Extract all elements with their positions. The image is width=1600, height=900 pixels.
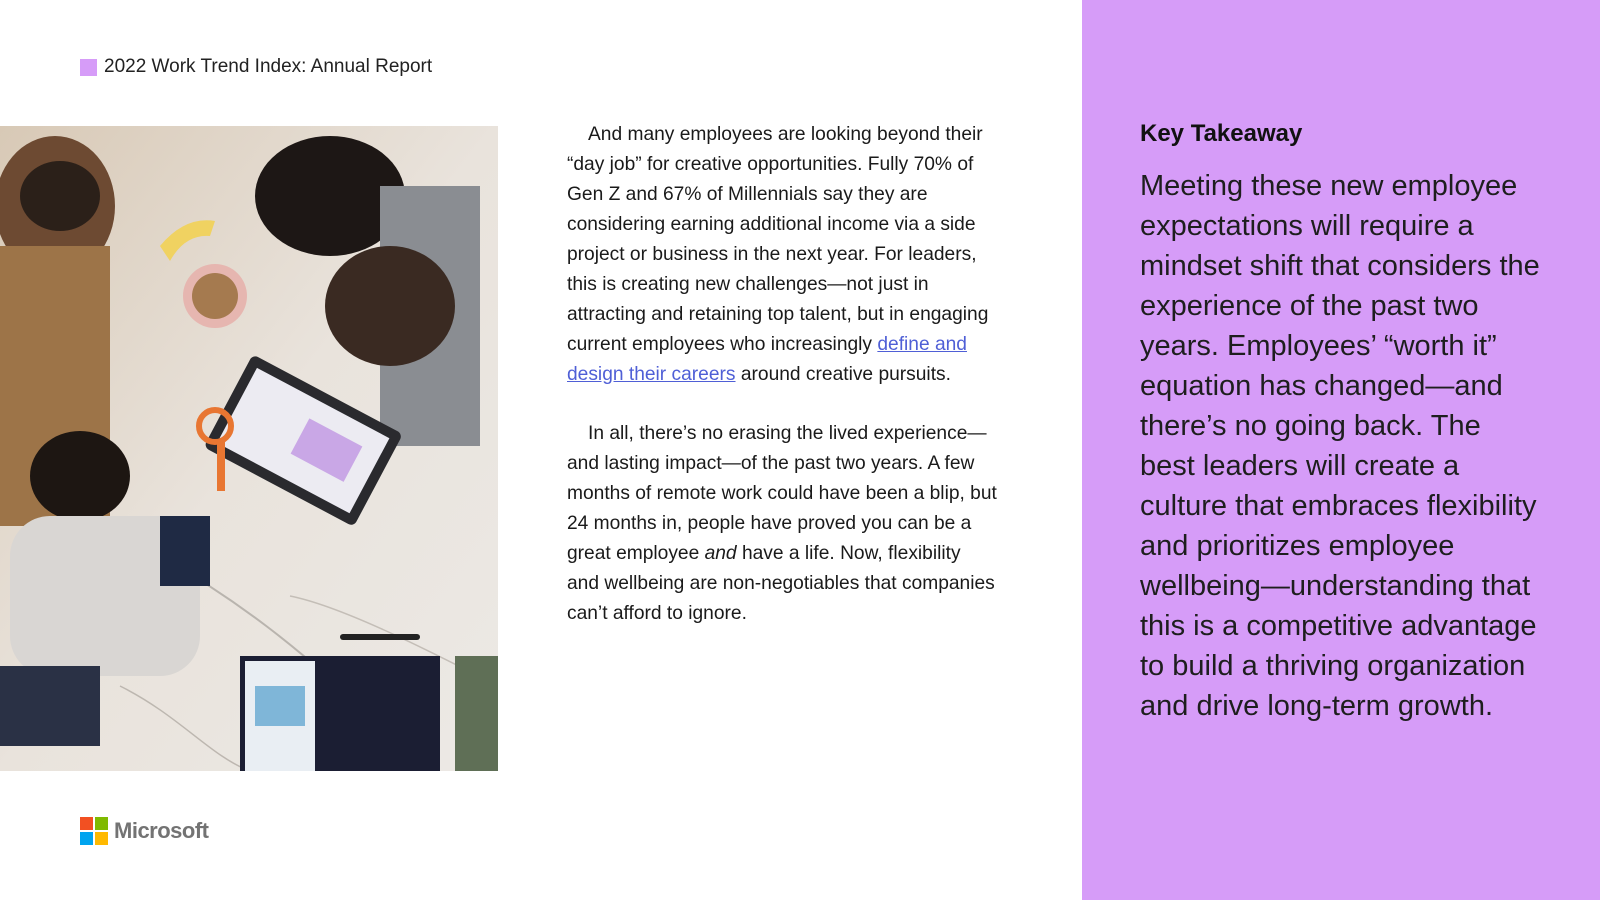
key-takeaway-title: Key Takeaway: [1140, 120, 1303, 147]
body-text: [567, 120, 997, 658]
header-swatch: [80, 59, 97, 76]
paragraph-2-emphasis: and: [704, 543, 737, 564]
logo-square-blue: [80, 832, 93, 845]
paragraph-2-text-end: have a life. Now, flexibility and wellbeing are non-negotiables that companies can’t afford to ignore.: [567, 543, 995, 624]
key-takeaway-panel: [1082, 0, 1600, 900]
report-title: 2022 Work Trend Index: Annual Report: [104, 56, 433, 77]
report-header: [80, 56, 432, 78]
paragraph-1-text-end: around creative pursuits.: [735, 364, 951, 385]
paragraph-1-text: And many employees are looking beyond their “day job” for creative opportunities. Fully 70% of Gen Z and 67% of Millennials say they are considering earning additional income via a side project or business in the next year. For leaders, this is creating new challenges—not just in attracting and retaining top talent, but in engaging current employees who increasingly: [567, 124, 989, 355]
microsoft-wordmark: Microsoft: [114, 818, 209, 843]
family-with-tablet-photo: [0, 126, 498, 771]
paragraph-1: [567, 120, 997, 390]
logo-square-green: [95, 817, 108, 830]
logo-square-yellow: [95, 832, 108, 845]
logo-square-red: [80, 817, 93, 830]
microsoft-squares-icon: [80, 817, 108, 845]
careers-link[interactable]: define and design their careers: [567, 334, 967, 385]
paragraph-2: [567, 419, 997, 629]
paragraph-2-text: In all, there’s no erasing the lived experience—and lasting impact—of the past two years. A few months of remote work could have been a blip, but 24 months in, people have proved you can be a great employee: [567, 423, 997, 564]
key-takeaway-text: Meeting these new employee expectations will require a mindset shift that considers the experience of the past two years. Employees’ “worth it” equation has changed—and there’s no going back. The best leaders will create a culture that embraces flexibility and prioritizes employee wellbeing—understanding that this is a competitive advantage to build a thriving organization and drive long-term growth.: [1140, 170, 1540, 722]
microsoft-logo: [80, 817, 209, 845]
